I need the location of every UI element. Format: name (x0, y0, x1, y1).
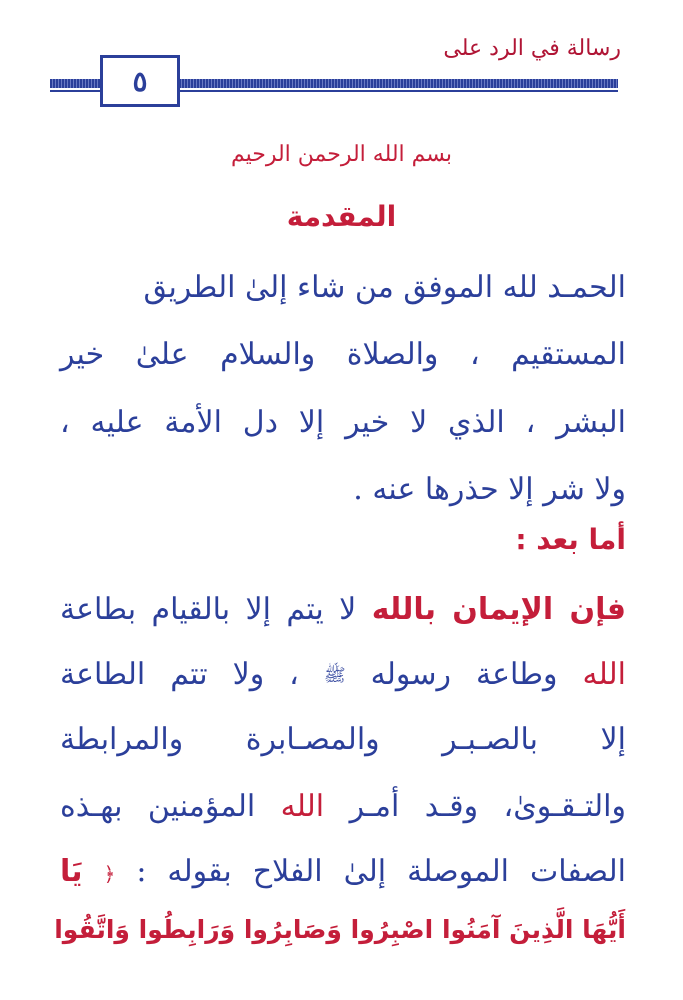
line-text: والتـقـوىٰ، وقـد أمـر (349, 789, 626, 824)
paragraph-2-line-2 (60, 655, 626, 696)
paragraph-1-line-2: المستقيم ، والصلاة والسلام علىٰ خير (60, 337, 626, 372)
page-number: ٥ (132, 64, 148, 98)
line-text: الصفات الموصلة إلىٰ الفلاح بقوله : (136, 854, 627, 889)
line-text: المؤمنين بهـذه (60, 789, 256, 824)
line-text: وطاعة رسوله (370, 657, 558, 692)
line-text: ، ولا تتم الطاعة (60, 657, 299, 692)
subheading: أما بعد : (515, 523, 626, 556)
paragraph-2-line-4 (60, 787, 626, 827)
paragraph-1-line-1: الحمـد لله الموفق من شاء إلىٰ الطريق (143, 270, 626, 305)
running-header-title: رسالة في الرد على (443, 36, 621, 61)
honorific-symbol: ﷺ (323, 665, 346, 686)
paragraph-1-line-3: البشر ، الذي لا خير إلا دل الأمة عليه ، (60, 405, 626, 440)
divine-name: الله (582, 657, 627, 692)
paragraph-1-line-4: ولا شر إلا حذرها عنه . (353, 472, 626, 507)
section-heading: المقدمة (286, 200, 397, 233)
emphasis-text: فإن الإيمان بالله (371, 592, 626, 627)
page-number-box (100, 55, 180, 107)
basmala-calligraphy: بسم الله الرحمن الرحيم (230, 142, 453, 167)
paragraph-2-line-1 (60, 590, 626, 630)
line-text: لا يتم إلا بالقيام بطاعة (60, 592, 357, 627)
verse-start: يَا (60, 854, 83, 889)
divine-name: الله (280, 789, 325, 824)
paragraph-2-line-3: إلا بالصـبـر والمصـابرة والمرابطة (60, 722, 626, 757)
quran-verse-line: أَيُّهَا الَّذِينَ آمَنُوا اصْبِرُوا وَصَابِرُوا وَرَابِطُوا وَاتَّقُوا (54, 915, 626, 944)
paragraph-2-line-5 (60, 852, 626, 894)
quran-bracket-ornament: ﴿ (103, 862, 116, 886)
